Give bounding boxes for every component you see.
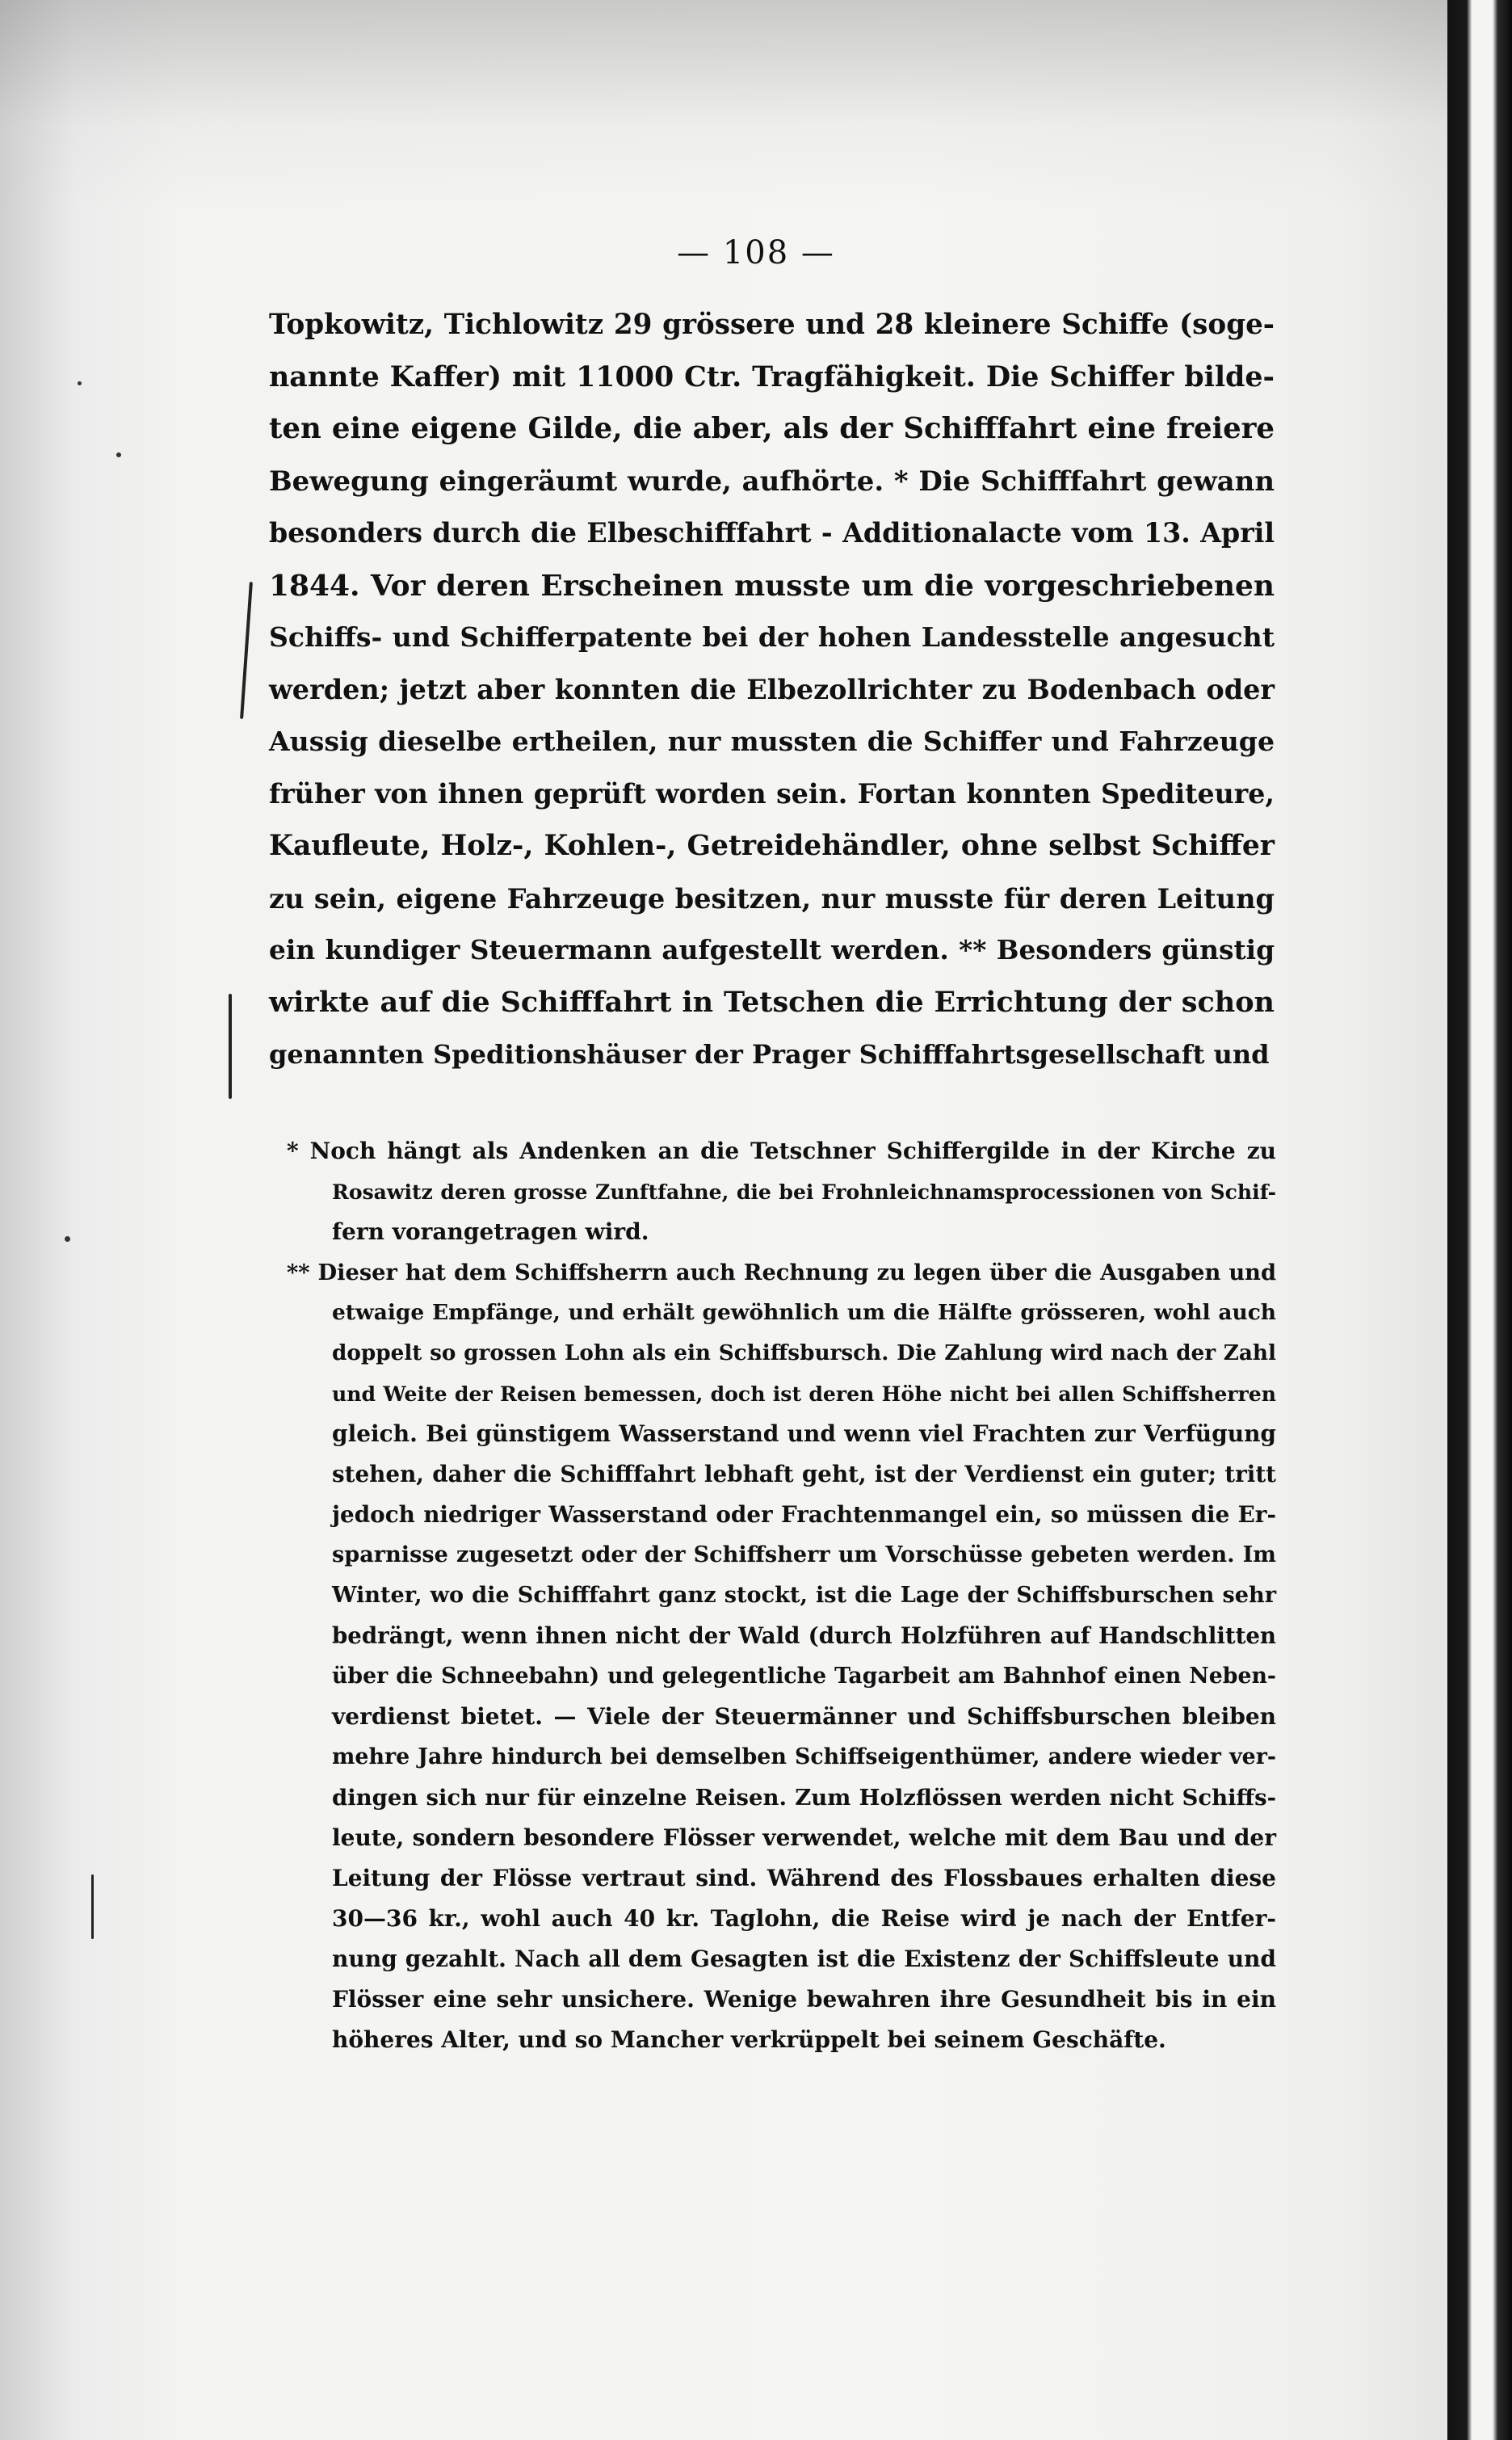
text-line: Topkowitz, Tichlowitz 29 grössere und 28 kleinere Schiffe (soge- [269,309,1275,341]
text-line: ein kundiger Steuermann aufgestellt werden. ** Besonders günstig [269,934,1275,965]
footnote-line: fern vorangetragen wird. [332,1218,649,1245]
text-line: wirkte auf die Schifffahrt in Tetschen die Errichtung der schon [269,985,1275,1019]
margin-pencil-mark [229,994,232,1099]
footnote-line: Winter, wo die Schifffahrt ganz stockt, ist die Lage der Schiffsburschen sehr [332,1583,1276,1608]
text-line: früher von ihnen geprüft worden sein. Fortan konnten Spediteure, [269,777,1275,810]
footnote-line: gleich. Bei günstigem Wasserstand und wenn viel Frachten zur Verfügung [332,1420,1276,1447]
footnote-line: doppelt so grossen Lohn als ein Schiffsbursch. Die Zahlung wird nach der Zahl [332,1340,1276,1365]
scan-speck [116,452,121,457]
text-line: zu sein, eigene Fahrzeuge besitzen, nur musste für deren Leitung [269,881,1275,915]
main-text [269,299,1275,1081]
footnote-line: dingen sich nur für einzelne Reisen. Zum Holzflössen werden nicht Schiffs- [332,1785,1276,1811]
footnote-line: jedoch niedriger Wasserstand oder Frachtenmangel ein, so müssen die Er- [332,1501,1276,1528]
footnote-line: und Weite der Reisen bemessen, doch ist deren Höhe nicht bei allen Schiffsherren [332,1382,1276,1406]
footnote-line: etwaige Empfänge, und erhält gewöhnlich um die Hälfte grösseren, wohl auch [332,1300,1276,1325]
text-line: ten eine eigene Gilde, die aber, als der Schifffahrt eine freiere [269,412,1275,445]
footnote-line: sparnisse zugesetzt oder der Schiffsherr um Vorschüsse gebeten werden. Im [332,1542,1276,1567]
footnote-line: mehre Jahre hindurch bei demselben Schiffseigenthümer, andere wieder ver- [332,1744,1276,1769]
footnote-line: Rosawitz deren grosse Zunftfahne, die bei Frohnleichnamsprocessionen von Schif- [332,1180,1276,1204]
footnote-line: 30—36 kr., wohl auch 40 kr. Taglohn, die Reise wird je nach der Entfer- [332,1905,1276,1932]
page-number: — 108 — [677,234,835,271]
margin-pencil-mark [240,582,253,719]
text-line: genannten Speditionshäuser der Prager Schifffahrtsgesellschaft und [269,1039,1270,1070]
footnote-line: ** Dieser hat dem Schiffsherrn auch Rechnung zu legen über die Ausgaben und [287,1260,1276,1285]
footnote-1 [287,1131,1276,1252]
scan-speck [65,1236,70,1242]
footnote-line: Leitung der Flösse vertraut sind. Während des Flossbaues erhalten diese [332,1865,1276,1891]
footnote-line: höheres Alter, und so Mancher verkrüppelt bei seinem Geschäfte. [332,2026,1166,2053]
footnote-line: verdienst bietet. — Viele der Steuermänner und Schiffsburschen bleiben [332,1703,1276,1730]
footnote-line: Flösser eine sehr unsichere. Wenige bewahren ihre Gesundheit bis in ein [332,1986,1276,2013]
margin-pencil-mark [91,1874,94,1939]
scan-speck [78,381,82,385]
footnote-line: nung gezahlt. Nach all dem Gesagten ist die Existenz der Schiffsleute und [332,1946,1276,1972]
text-line: Kaufleute, Holz-, Kohlen-, Getreidehändler, ohne selbst Schiffer [269,830,1275,862]
text-line: nannte Kaffer) mit 11000 Ctr. Tragfähigkeit. Die Schiffer bilde- [269,360,1275,393]
footnote-line: über die Schneebahn) und gelegentliche Tagarbeit am Bahnhof einen Neben- [332,1664,1276,1689]
next-page-edge [1447,0,1512,2440]
text-line: 1844. Vor deren Erscheinen musste um die vorgeschriebenen [269,568,1275,603]
footnote-2 [287,1252,1276,2060]
text-line: werden; jetzt aber konnten die Elbezollrichter zu Bodenbach oder [269,673,1275,705]
footnotes [287,1131,1276,2060]
footnote-line: bedrängt, wenn ihnen nicht der Wald (durch Holzführen auf Handschlitten [332,1622,1276,1649]
text-line: Aussig dieselbe ertheilen, nur mussten die Schiffer und Fahrzeuge [269,726,1275,757]
text-line: Schiffs- und Schifferpatente bei der hohen Landesstelle angesucht [269,621,1275,653]
text-line: besonders durch die Elbeschifffahrt - Additionalacte vom 13. April [269,517,1275,549]
footnote-line: * Noch hängt als Andenken an die Tetschner Schiffergilde in der Kirche zu [287,1138,1276,1164]
footnote-line: stehen, daher die Schifffahrt lebhaft geht, ist der Verdienst ein guter; tritt [332,1461,1276,1487]
text-line: Bewegung eingeräumt wurde, aufhörte. * Die Schifffahrt gewann [269,465,1275,498]
footnote-line: leute, sondern besondere Flösser verwendet, welche mit dem Bau und der [332,1824,1276,1851]
